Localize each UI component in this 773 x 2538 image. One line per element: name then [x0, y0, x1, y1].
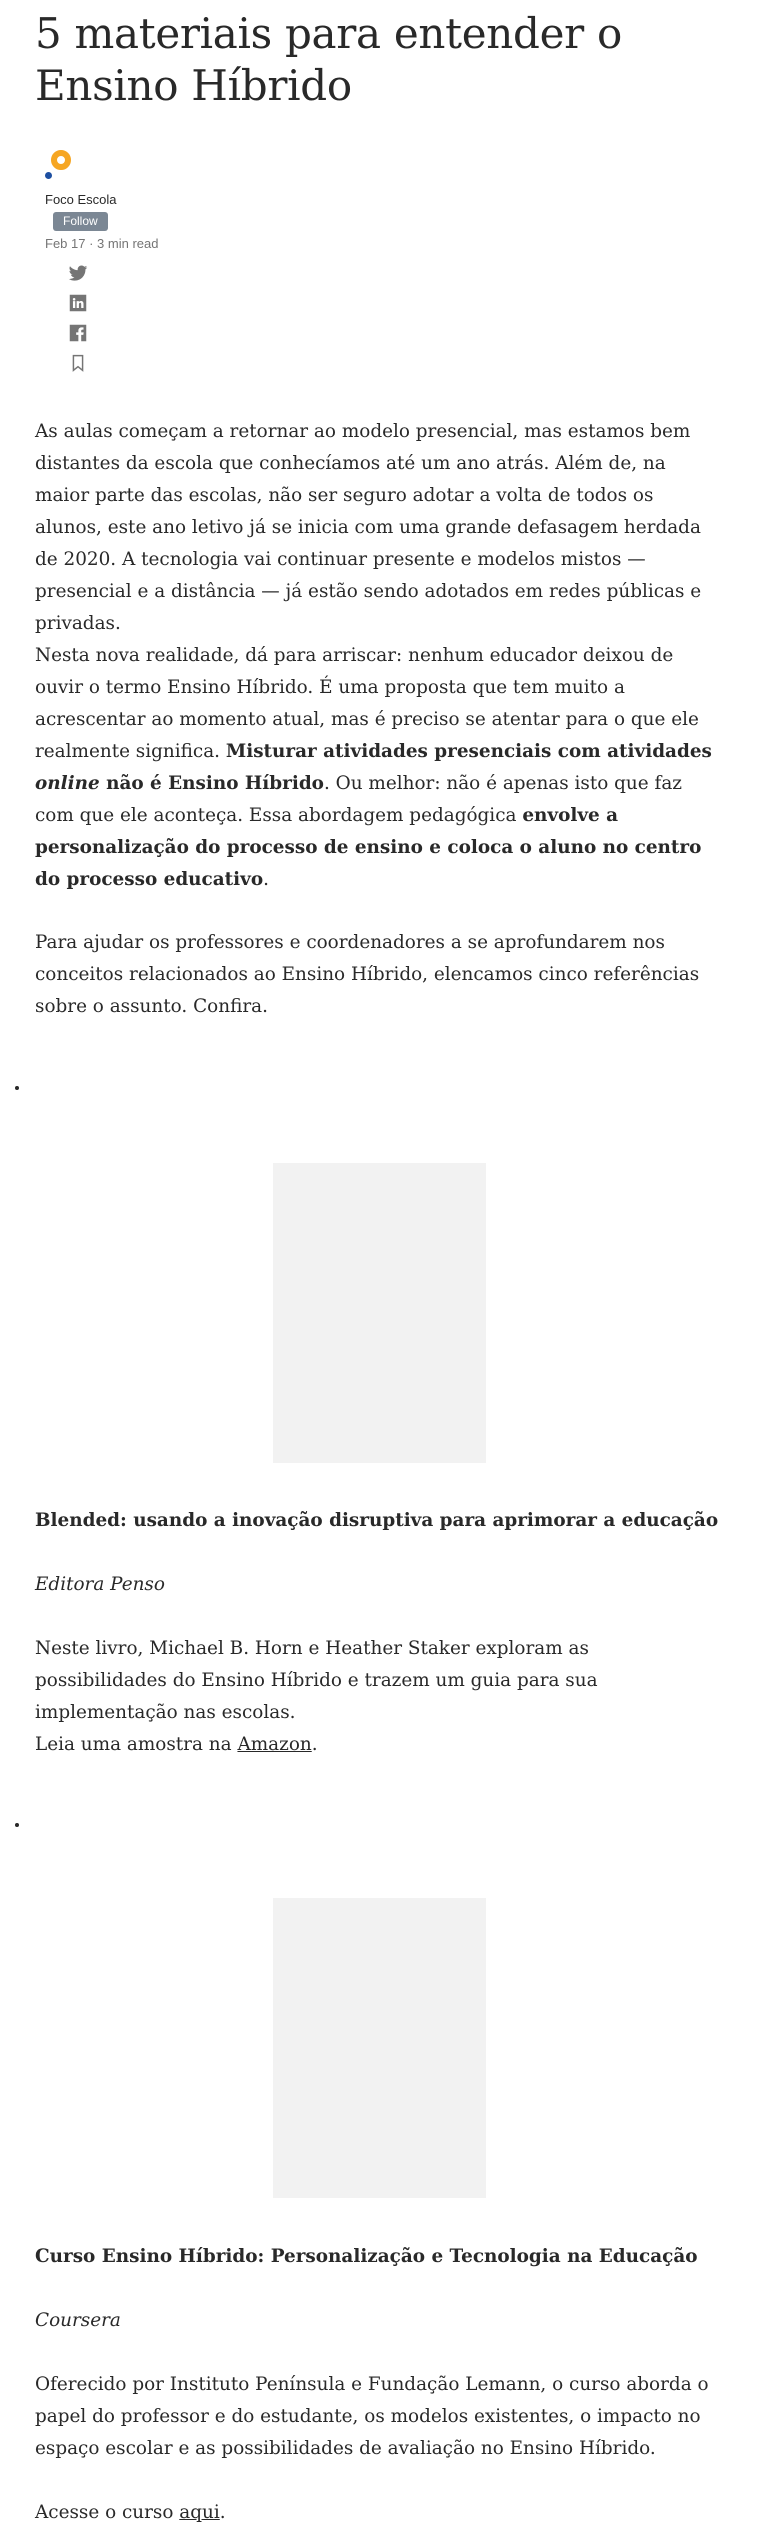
reference-description: Neste livro, Michael B. Horn e Heather Staker exploram as possibilidades do Ensino Híbrido e trazem um guia para sua implementação nas escolas.	[35, 1638, 598, 1723]
paragraph-segment: .	[263, 869, 269, 890]
follow-button[interactable]: Follow	[53, 212, 108, 231]
share-bar	[67, 262, 91, 382]
logo-ring-icon	[51, 150, 71, 170]
cta-prefix: Leia uma amostra na	[35, 1734, 238, 1755]
intro-paragraph-1	[35, 416, 725, 640]
intro-paragraph-3	[35, 927, 725, 1023]
course-cover-image[interactable]	[273, 1898, 486, 2198]
cta-suffix: .	[219, 2502, 226, 2523]
bold-text: não é Ensino Híbrido	[99, 773, 324, 794]
reference-publisher: Editora Penso	[35, 1574, 165, 1595]
author-name[interactable]: Foco Escola	[45, 192, 117, 207]
facebook-icon[interactable]	[67, 322, 89, 344]
intro-paragraph-2	[35, 640, 725, 896]
meta-separator: ·	[85, 236, 98, 251]
reference-title: Curso Ensino Híbrido: Personalização e Tecnologia na Educação	[35, 2246, 698, 2267]
list-bullet	[15, 1086, 19, 1090]
list-bullet	[15, 1823, 19, 1827]
course-link[interactable]: aqui	[179, 2502, 220, 2523]
reference-title: Blended: usando a inovação disruptiva para aprimorar a educação	[35, 1510, 719, 1531]
paragraph-segment: . Ou melhor: não é apenas isto que faz com que ele aconteça. Essa abordagem pedagógica	[35, 773, 682, 826]
reference-publisher: Coursera	[35, 2310, 121, 2331]
book-cover-image[interactable]	[273, 1163, 486, 1463]
reference-description: Oferecido por Instituto Península e Fundação Lemann, o curso aborda o papel do professor e do estudante, os modelos existentes, o impacto no espaço escolar e as possibilidades de avaliação no Ensino Híbrido.	[35, 2374, 709, 2459]
reference-cta	[35, 1729, 725, 1761]
linkedin-icon[interactable]	[67, 292, 89, 314]
bookmark-icon[interactable]	[67, 352, 89, 374]
reference-cta	[35, 2497, 725, 2529]
publish-date: Feb 17	[45, 236, 86, 251]
italic-text: online	[35, 773, 100, 794]
paragraph-segment: Nesta nova realidade, dá para arriscar: nenhum educador deixou de ouvir o termo Ensino Híbrido. É uma proposta que tem muito a acrescentar ao momento atual, mas é preciso se atentar para o que ele realmente significa.	[35, 645, 699, 762]
bold-text: Misturar atividades presenciais com atividades	[225, 741, 712, 762]
author-avatar[interactable]	[45, 148, 81, 184]
paragraph-text: As aulas começam a retornar ao modelo presencial, mas estamos bem distantes da escola que conhecíamos até um ano atrás. Além de, na maior parte das escolas, não ser seguro adotar a volta de todos os alunos, este ano letivo já se inicia com uma grande defasagem herdada de 2020. A tecnologia vai continuar presente e modelos mistos — presencial e a distância — já estão sendo adotados em redes públicas e privadas.	[35, 421, 702, 634]
cta-prefix: Acesse o curso	[35, 2502, 180, 2523]
author-block	[45, 148, 245, 252]
article-title: 5 materiais para entender o Ensino Híbrido	[35, 9, 622, 110]
paragraph-text: Para ajudar os professores e coordenadores a se aprofundarem nos conceitos relacionados ao Ensino Híbrido, elencamos cinco referências sobre o assunto. Confira.	[35, 932, 700, 1017]
twitter-icon[interactable]	[67, 262, 89, 284]
logo-dot-icon	[45, 172, 52, 179]
bold-text: envolve a personalização do processo de ensino e coloca o aluno no centro do processo educativo	[35, 805, 702, 890]
read-time: 3 min read	[97, 236, 159, 251]
paragraph-text	[35, 640, 725, 896]
amazon-link[interactable]: Amazon	[237, 1734, 312, 1755]
article-meta	[45, 236, 245, 252]
cta-suffix: .	[311, 1734, 318, 1755]
